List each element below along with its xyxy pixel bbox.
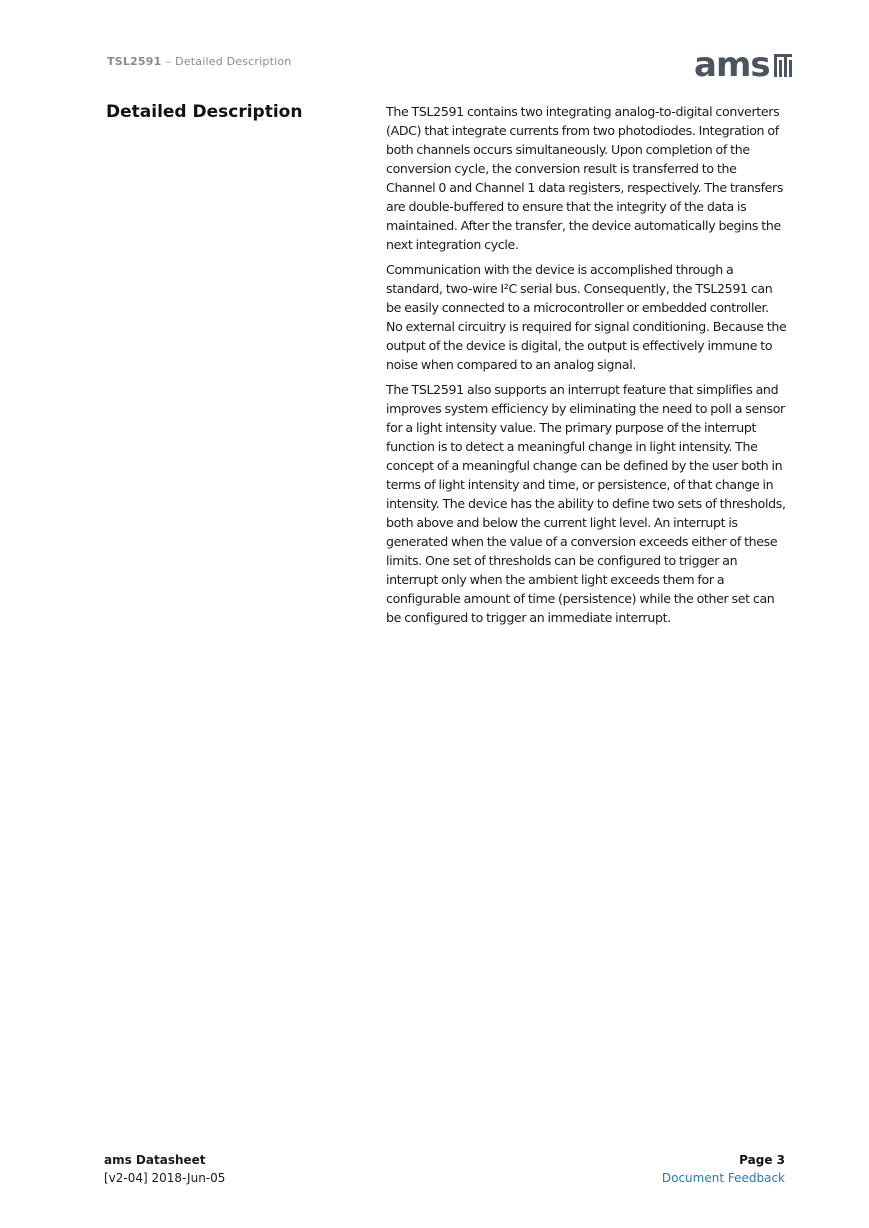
header-section: Detailed Description [175,55,292,68]
document-feedback-link[interactable]: Document Feedback [661,1171,785,1185]
logo-bars-icon [774,54,792,77]
footer-doc-type: ams Datasheet [104,1153,206,1167]
footer-right [662,1151,785,1187]
header-separator: – [165,55,172,68]
footer-version: [v2-04] 2018-Jun-05 [104,1171,226,1185]
header-doc-id: TSL2591 [107,55,162,68]
section-title: Detailed Description [106,102,303,122]
paragraph-adc: The TSL2591 contains two integrating analog-to-digital converters (ADC) that integrate currents from two photodiodes. Integration of both channels occurs simultaneously. Upon completion of the conversion cycle, the conversion result is transferred to the Channel 0 and Channel 1 data registers, respectively. The transfers are double-buffered to ensure that the integrity of the data is maintained. After the transfer, the device automatically begins the next integration cycle. [386,104,784,252]
footer-left [104,1151,225,1187]
page-number: Page 3 [739,1153,785,1167]
paragraph-communication: Communication with the device is accomplished through a standard, two-wire I²C serial bus. Consequently, the TSL2591 can be easily connected to a microcontroller or embedded controller. No external circuitry is required for signal conditioning. Because the output of the device is digital, the output is effectively immune to noise when compared to an analog signal. [386,262,787,372]
body-text [386,102,788,633]
paragraph-interrupt: The TSL2591 also supports an interrupt feature that simplifies and improves system efficiency by eliminating the need to poll a sensor for a light intensity value. The primary purpose of the interrupt function is to detect a meaningful change in light intensity. The concept of a meaningful change can be defined by the user both in terms of light intensity and time, or persistence, of that change in intensity. The device has the ability to define two sets of thresholds, both above and below the current light level. An interrupt is generated when the value of a conversion exceeds either of these limits. One set of thresholds can be configured to trigger an interrupt only when the ambient light exceeds them for a configurable amount of time (persistence) while the other set can be configured to trigger an immediate interrupt. [386,382,786,625]
running-header [107,55,291,68]
ams-logo [694,49,796,79]
logo-wordmark: ams [694,49,770,79]
